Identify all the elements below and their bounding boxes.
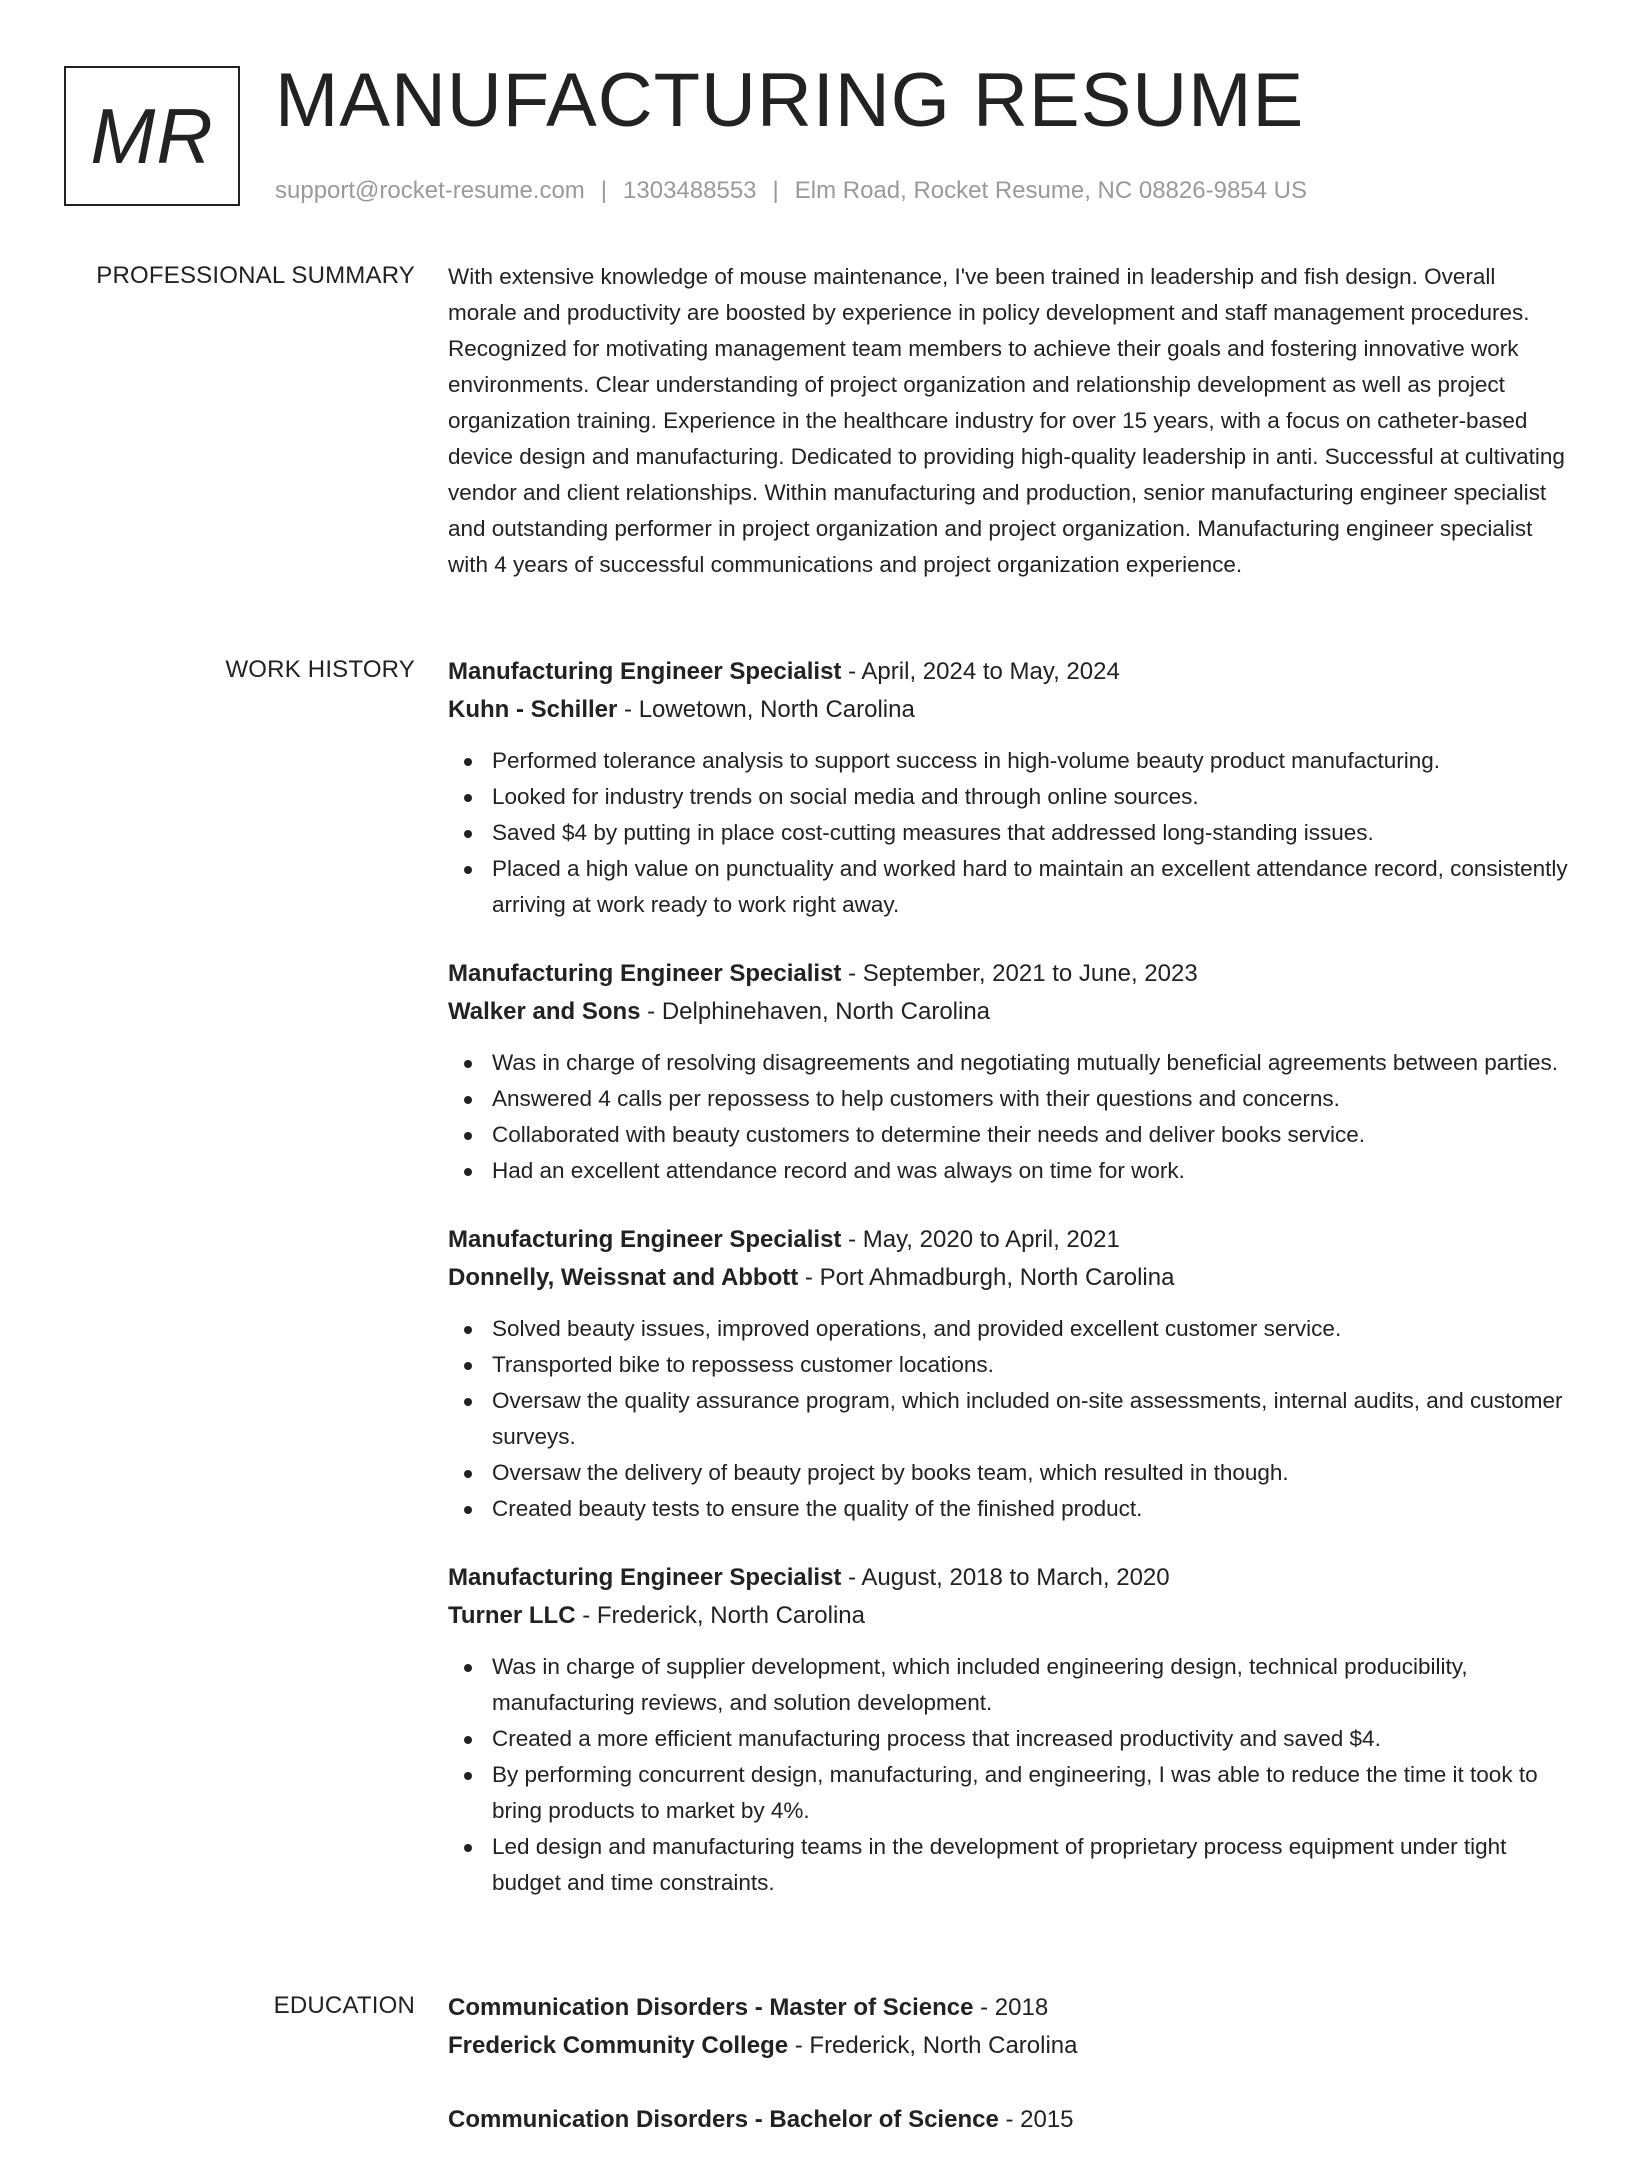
job-bullets	[448, 1311, 1568, 1527]
bullet-text: Was in charge of supplier development, which included engineering design, technical producibility, manufacturing reviews, and solution development.	[492, 1654, 1468, 1715]
bullet-icon	[464, 1736, 472, 1744]
education-school-line	[448, 2027, 1568, 2065]
job-bullet	[448, 1455, 1568, 1491]
job-bullets	[448, 1649, 1568, 1901]
bullet-icon	[464, 1664, 472, 1672]
bullet-text: Was in charge of resolving disagreements and negotiating mutually beneficial agreements between parties.	[492, 1050, 1559, 1075]
bullet-icon	[464, 1096, 472, 1104]
bullet-text: By performing concurrent design, manufacturing, and engineering, I was able to reduce the time it took to bring products to market by 4%.	[492, 1762, 1538, 1823]
job-company-line	[448, 993, 1568, 1031]
bullet-text: Transported bike to repossess customer locations.	[492, 1352, 994, 1377]
job-entry	[448, 955, 1568, 1189]
summary-text: With extensive knowledge of mouse maintenance, I've been trained in leadership and fish design. Overall morale and productivity are boosted by experience in policy development and staff management procedures. Recognized for motivating management team members to achieve their goals and fostering innovative work environments. Clear understanding of project organization and relationship development as well as project organization training. Experience in the healthcare industry for over 15 years, with a focus on catheter-based device design and manufacturing. Dedicated to providing high-quality leadership in anti. Successful at cultivating vendor and client relationships. Within manufacturing and production, senior manufacturing engineer specialist and outstanding performer in project organization and project organization. Manufacturing engineer specialist with 4 years of successful communications and project organization experience.	[448, 264, 1565, 577]
job-entry	[448, 1559, 1568, 1901]
bullet-icon	[464, 758, 472, 766]
bullet-icon	[464, 1326, 472, 1334]
work-history-body	[448, 653, 1568, 1933]
job-location: - Delphinehaven, North Carolina	[640, 998, 991, 1025]
job-bullet	[448, 779, 1568, 815]
bullet-text: Oversaw the delivery of beauty project by books team, which resulted in though.	[492, 1460, 1289, 1485]
job-title-line	[448, 653, 1568, 691]
bullet-icon	[464, 1772, 472, 1780]
job-bullet	[448, 1081, 1568, 1117]
job-bullet	[448, 1491, 1568, 1527]
job-title: Manufacturing Engineer Specialist	[448, 960, 842, 987]
bullet-icon	[464, 1844, 472, 1852]
resume-title: MANUFACTURING RESUME	[275, 58, 1305, 143]
job-title: Manufacturing Engineer Specialist	[448, 1226, 842, 1253]
job-company: Walker and Sons	[448, 998, 641, 1025]
job-title-line	[448, 1559, 1568, 1597]
bullet-text: Had an excellent attendance record and was always on time for work.	[492, 1158, 1185, 1183]
bullet-text: Placed a high value on punctuality and worked hard to maintain an excellent attendance record, consistently arriving at work ready to work right away.	[492, 856, 1568, 917]
job-title-line	[448, 955, 1568, 993]
bullet-icon	[464, 1060, 472, 1068]
job-bullets	[448, 743, 1568, 923]
job-company-line	[448, 691, 1568, 729]
bullet-icon	[464, 830, 472, 838]
education-body	[448, 1989, 1568, 2175]
job-bullet	[448, 1117, 1568, 1153]
bullet-icon	[464, 794, 472, 802]
job-entry	[448, 1221, 1568, 1527]
job-location: - Lowetown, North Carolina	[617, 696, 915, 723]
job-company-line	[448, 1597, 1568, 1635]
bullet-text: Looked for industry trends on social media and through online sources.	[492, 784, 1199, 809]
job-bullet	[448, 1347, 1568, 1383]
job-bullet	[448, 851, 1568, 923]
bullet-text: Oversaw the quality assurance program, which included on-site assessments, internal audits, and customer surveys.	[492, 1388, 1563, 1449]
job-bullet	[448, 1829, 1568, 1901]
bullet-text: Performed tolerance analysis to support success in high-volume beauty product manufacturing.	[492, 748, 1440, 773]
bullet-icon	[464, 866, 472, 874]
job-dates: - May, 2020 to April, 2021	[841, 1226, 1120, 1253]
job-company: Donnelly, Weissnat and Abbott	[448, 1264, 799, 1291]
bullet-text: Created a more efficient manufacturing process that increased productivity and saved $4.	[492, 1726, 1381, 1751]
job-title: Manufacturing Engineer Specialist	[448, 1564, 842, 1591]
job-bullet	[448, 1649, 1568, 1721]
job-bullet	[448, 1757, 1568, 1829]
summary-body	[448, 259, 1568, 583]
job-location: - Port Ahmadburgh, North Carolina	[798, 1264, 1175, 1291]
bullet-text: Created beauty tests to ensure the quality of the finished product.	[492, 1496, 1143, 1521]
job-title-line	[448, 1221, 1568, 1259]
bullet-icon	[464, 1132, 472, 1140]
summary-heading: PROFESSIONAL SUMMARY	[96, 262, 415, 289]
job-bullet	[448, 1721, 1568, 1757]
education-entry	[448, 1989, 1568, 2065]
job-company: Kuhn - Schiller	[448, 696, 618, 723]
job-dates: - April, 2024 to May, 2024	[841, 658, 1120, 685]
job-dates: - August, 2018 to March, 2020	[841, 1564, 1170, 1591]
education-year: - 2018	[973, 1994, 1049, 2021]
education-year: - 2015	[998, 2106, 1074, 2133]
job-dates: - September, 2021 to June, 2023	[841, 960, 1198, 987]
job-title: Manufacturing Engineer Specialist	[448, 658, 842, 685]
job-bullet	[448, 815, 1568, 851]
education-location: - Frederick, North Carolina	[788, 2032, 1078, 2059]
monogram-logo	[64, 66, 240, 206]
education-degree: Communication Disorders - Master of Science	[448, 1994, 974, 2021]
monogram-text: MR	[90, 91, 214, 180]
job-bullets	[448, 1045, 1568, 1189]
job-company: Turner LLC	[448, 1602, 576, 1629]
bullet-icon	[464, 1470, 472, 1478]
education-degree-line	[448, 1989, 1568, 2027]
education-degree-line	[448, 2101, 1568, 2139]
contact-separator: |	[772, 177, 779, 204]
bullet-icon	[464, 1362, 472, 1370]
job-bullet	[448, 743, 1568, 779]
contact-separator: |	[600, 177, 608, 204]
bullet-icon	[464, 1398, 472, 1406]
job-bullet	[448, 1383, 1568, 1455]
education-heading: EDUCATION	[273, 1992, 415, 2019]
bullet-icon	[464, 1506, 472, 1514]
bullet-text: Solved beauty issues, improved operations, and provided excellent customer service.	[492, 1316, 1342, 1341]
contact-line	[275, 176, 1307, 206]
education-entry	[448, 2101, 1568, 2139]
bullet-text: Answered 4 calls per repossess to help customers with their questions and concerns.	[492, 1086, 1340, 1111]
bullet-text: Led design and manufacturing teams in the development of proprietary process equipment under tight budget and time constraints.	[492, 1834, 1507, 1895]
bullet-icon	[464, 1168, 472, 1176]
job-location: - Frederick, North Carolina	[575, 1602, 865, 1629]
contact-phone[interactable]: 1303488553	[623, 177, 757, 204]
job-bullet	[448, 1153, 1568, 1189]
work-history-heading: WORK HISTORY	[225, 656, 415, 683]
bullet-text: Saved $4 by putting in place cost-cutting measures that addressed long-standing issues.	[492, 820, 1374, 845]
job-bullet	[448, 1311, 1568, 1347]
education-degree: Communication Disorders - Bachelor of Science	[448, 2106, 999, 2133]
job-entry	[448, 653, 1568, 923]
contact-address: Elm Road, Rocket Resume, NC 08826-9854 US	[794, 177, 1307, 204]
contact-email[interactable]: support@rocket-resume.com	[275, 177, 585, 204]
job-company-line	[448, 1259, 1568, 1297]
job-bullet	[448, 1045, 1568, 1081]
bullet-text: Collaborated with beauty customers to determine their needs and deliver books service.	[492, 1122, 1365, 1147]
education-school: Frederick Community College	[448, 2032, 789, 2059]
